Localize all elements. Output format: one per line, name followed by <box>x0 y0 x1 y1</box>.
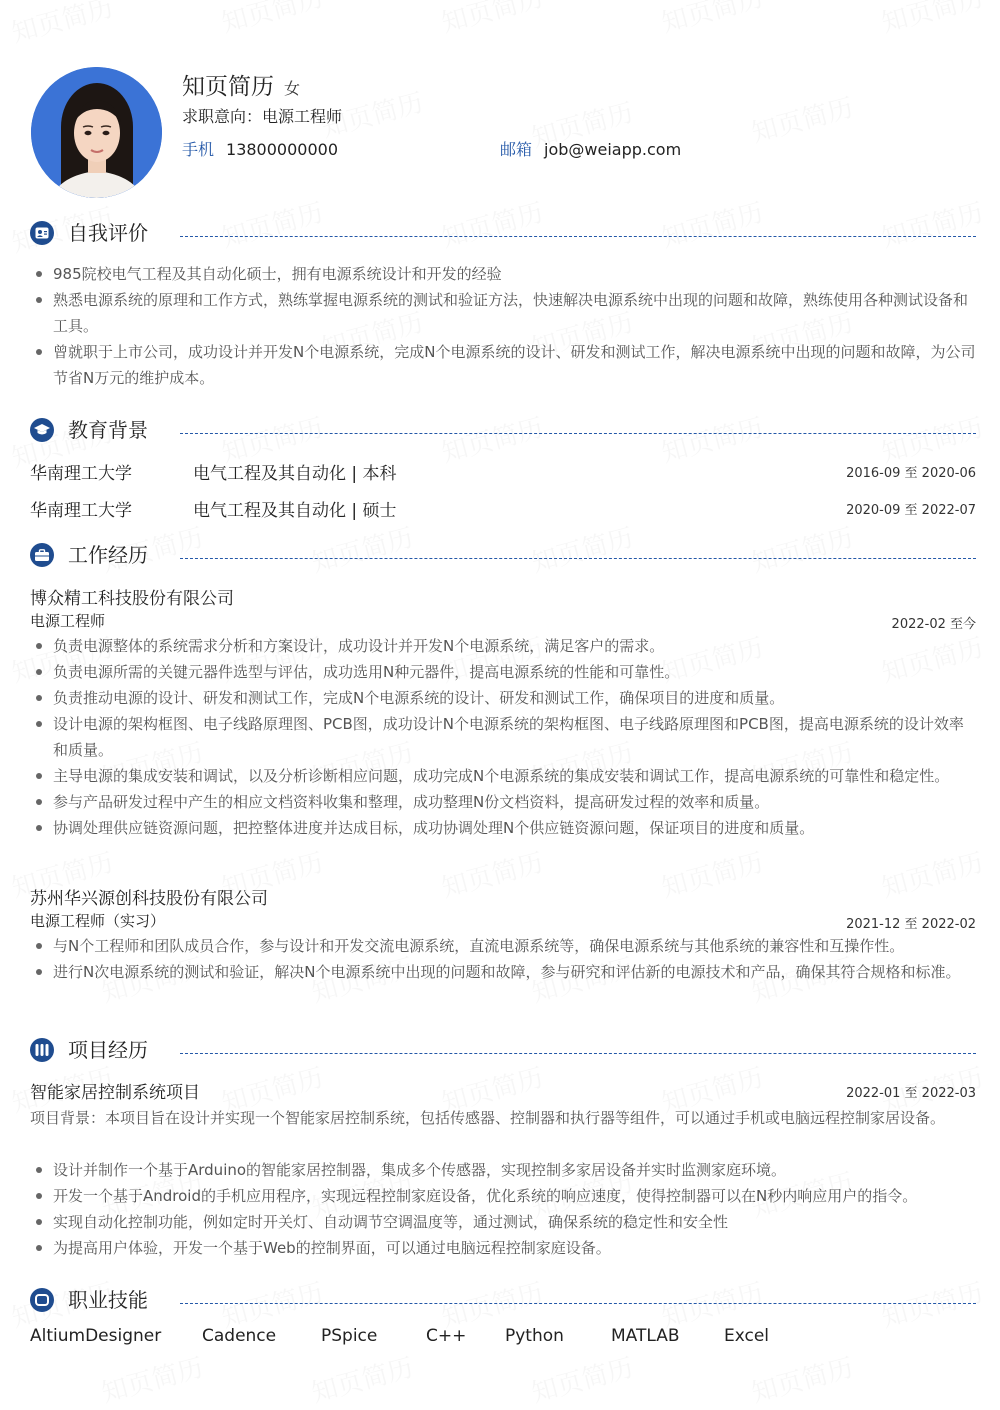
section-self-evaluation <box>30 220 976 248</box>
watermark <box>307 1347 417 1410</box>
section-divider <box>180 1303 976 1304</box>
graduation-cap-icon <box>30 418 54 442</box>
skill-item: Python <box>505 1326 564 1346</box>
phone-value: 13800000000 <box>226 140 338 159</box>
section-title: 职业技能 <box>68 1288 148 1312</box>
portrait-illustration <box>31 67 162 198</box>
section-divider <box>180 433 976 434</box>
email-contact <box>500 137 681 160</box>
watermark <box>747 1347 857 1410</box>
major-degree: 电气工程及其自动化 | 硕士 <box>193 501 397 521</box>
watermark <box>877 0 987 40</box>
watermark <box>747 87 857 150</box>
list-item: 负责电源所需的关键元器件选型与评估，成功选用N种元器件，提高电源系统的性能和可靠性。 <box>30 659 976 685</box>
company-name: 苏州华兴源创科技股份有限公司 <box>30 889 268 909</box>
skill-item: Excel <box>724 1326 770 1346</box>
watermark <box>217 0 327 40</box>
phone-contact <box>182 137 338 160</box>
gender: 女 <box>284 79 301 98</box>
work-duties-list <box>30 933 976 985</box>
watermark <box>657 842 767 905</box>
project-name: 智能家居控制系统项目 <box>30 1083 200 1103</box>
intent-value: 电源工程师 <box>262 107 343 126</box>
list-item: 参与产品研发过程中产生的相应文档资料收集和整理，成功整理N份文档资料，提高研发过程的效率和质量。 <box>30 789 976 815</box>
section-divider <box>180 1053 976 1054</box>
phone-label: 手机 <box>182 140 215 159</box>
list-item: 与N个工程师和团队成员合作，参与设计和开发交流电源系统，直流电源系统等，确保电源系统与其他系统的兼容性和互操作性。 <box>30 933 976 959</box>
work-duties-list <box>30 633 976 841</box>
date-range: 2016-09 至 2020-06 <box>846 466 976 481</box>
job-role: 电源工程师（实习） <box>30 912 166 930</box>
list-item: 985院校电气工程及其自动化硕士，拥有电源系统设计和开发的经验 <box>30 261 976 287</box>
list-item: 实现自动化控制功能，例如定时开关灯、自动调节空调温度等，通过测试，确保系统的稳定性和安全性 <box>30 1209 976 1235</box>
email-label: 邮箱 <box>500 140 533 159</box>
list-item: 进行N次电源系统的测试和验证，解决N个电源系统中出现的问题和故障，参与研究和评估新的电源技术和产品，确保其符合规格和标准。 <box>30 959 976 985</box>
skill-item: PSpice <box>321 1326 378 1346</box>
project-tasks-list <box>30 1157 976 1261</box>
watermark <box>437 0 547 40</box>
section-title: 教育背景 <box>68 418 148 442</box>
list-item: 为提高用户体验，开发一个基于Web的控制界面，可以通过电脑远程控制家庭设备。 <box>30 1235 976 1261</box>
skill-badge-icon <box>30 1288 54 1312</box>
watermark <box>527 1347 637 1410</box>
section-skills <box>30 1287 976 1315</box>
intent-label: 求职意向： <box>182 107 263 126</box>
name-text: 知页简历 <box>182 74 274 100</box>
skill-item: MATLAB <box>611 1326 680 1346</box>
skill-item: Cadence <box>202 1326 277 1346</box>
major-degree: 电气工程及其自动化 | 本科 <box>193 464 397 484</box>
section-divider <box>180 558 976 559</box>
company-name: 博众精工科技股份有限公司 <box>30 589 234 609</box>
list-item: 开发一个基于Android的手机应用程序，实现远程控制家庭设备，优化系统的响应速度，使得控制器可以在N秒内响应用户的指令。 <box>30 1183 976 1209</box>
list-item: 熟悉电源系统的原理和工作方式，熟练掌握电源系统的测试和验证方法，快速解决电源系统中出现的问题和故障，熟练使用各种测试设备和工具。 <box>30 287 976 339</box>
list-item: 主导电源的集成安装和调试，以及分析诊断相应问题，成功完成N个电源系统的集成安装和调试工作，提高电源系统的可靠性和稳定性。 <box>30 763 976 789</box>
project-background: 项目背景：本项目旨在设计并实现一个智能家居控制系统，包括传感器、控制器和执行器等组件，可以通过手机或电脑远程控制家居设备。 <box>30 1109 946 1127</box>
list-item: 负责电源整体的系统需求分析和方案设计，成功设计并开发N个电源系统，满足客户的需求。 <box>30 633 976 659</box>
section-divider <box>180 236 976 237</box>
person-card-icon <box>30 221 54 245</box>
briefcase-icon <box>30 543 54 567</box>
watermark <box>437 842 547 905</box>
skill-item: C++ <box>426 1326 467 1346</box>
watermark <box>7 0 117 50</box>
job-role: 电源工程师 <box>30 612 106 630</box>
date-range: 2020-09 至 2022-07 <box>846 503 976 518</box>
section-title: 项目经历 <box>68 1038 148 1062</box>
section-education <box>30 417 976 445</box>
section-title: 工作经历 <box>68 543 148 567</box>
avatar-photo <box>31 67 162 198</box>
list-item: 负责推动电源的设计、研发和测试工作，完成N个电源系统的设计、研发和测试工作，确保项目的进度和质量。 <box>30 685 976 711</box>
watermark <box>657 0 767 40</box>
list-item: 曾就职于上市公司，成功设计并开发N个电源系统，完成N个电源系统的设计、研发和测试工作，解决电源系统中出现的问题和故障，为公司节省N万元的维护成本。 <box>30 339 976 391</box>
section-project-experience <box>30 1037 976 1065</box>
date-range: 2021-12 至 2022-02 <box>846 917 976 932</box>
self-eval-list <box>30 261 976 391</box>
watermark <box>97 1347 207 1410</box>
list-item: 设计并制作一个基于Arduino的智能家居控制器，集成多个传感器，实现控制多家居设备并实时监测家庭环境。 <box>30 1157 976 1183</box>
school-name: 华南理工大学 <box>30 464 132 484</box>
list-item: 协调处理供应链资源问题，把控整体进度并达成目标，成功协调处理N个供应链资源问题，保证项目的进度和质量。 <box>30 815 976 841</box>
list-item: 设计电源的架构框图、电子线路原理图、PCB图，成功设计N个电源系统的架构框图、电子线路原理图和PCB图，提高电源系统的设计效率和质量。 <box>30 711 976 763</box>
watermark <box>877 842 987 905</box>
section-work-experience <box>30 542 976 570</box>
section-title: 自我评价 <box>68 221 148 245</box>
project-bars-icon <box>30 1038 54 1062</box>
school-name: 华南理工大学 <box>30 501 132 521</box>
skill-item: AltiumDesigner <box>30 1326 162 1346</box>
date-range: 2022-01 至 2022-03 <box>846 1086 976 1101</box>
date-range: 2022-02 至今 <box>891 617 976 632</box>
email-value: job@weiapp.com <box>544 140 682 159</box>
job-intention <box>182 104 342 127</box>
candidate-name <box>182 68 300 101</box>
